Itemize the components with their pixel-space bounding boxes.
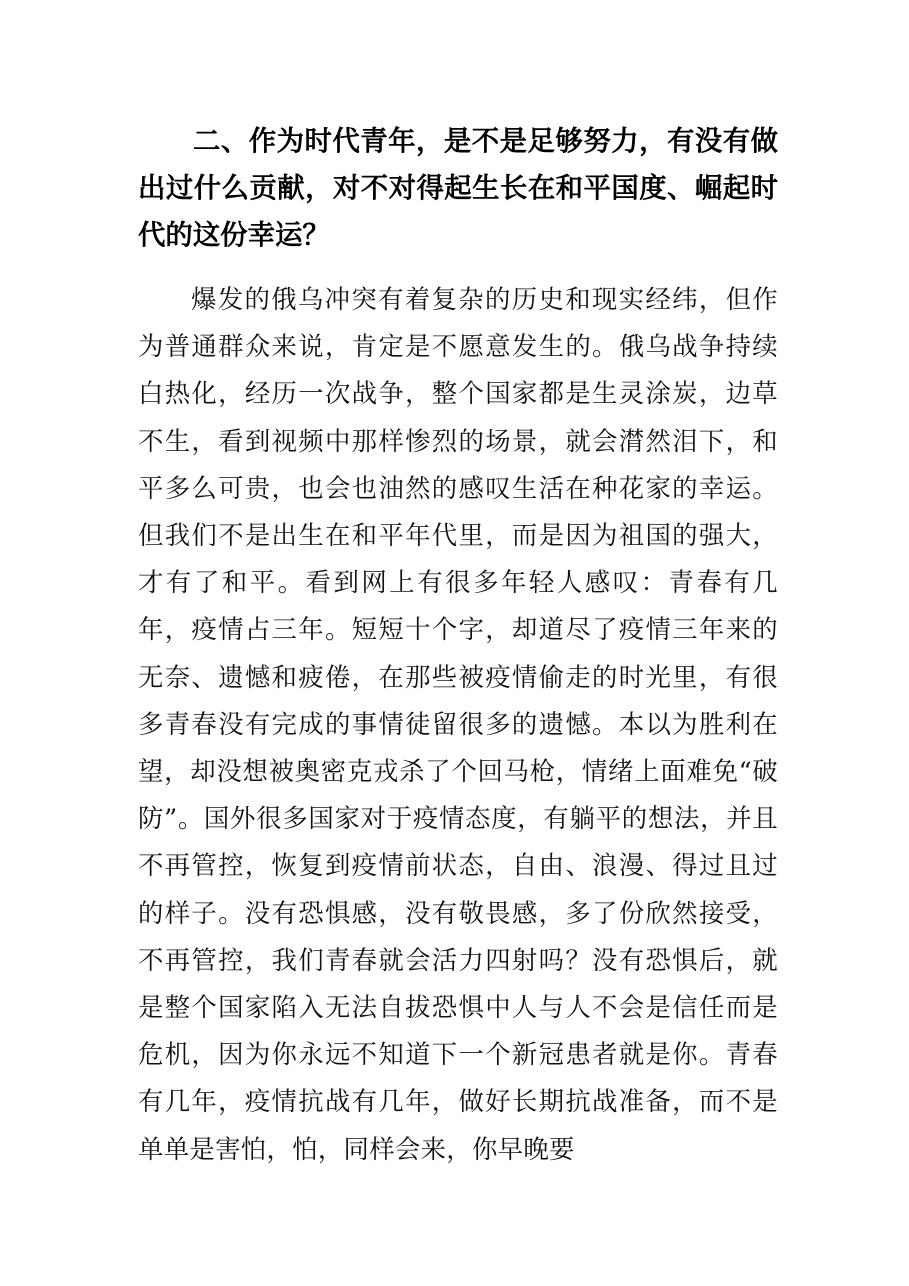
section-heading: 二、作为时代青年，是不是足够努力，有没有做出过什么贡献，对不对得起生长在和平国度、崛起时代的这份幸运？ [138,126,778,251]
body-paragraph: 爆发的俄乌冲突有着复杂的历史和现实经纬，但作为普通群众来说，肯定是不愿意发生的。俄乌战争持续白热化，经历一次战争，整个国家都是生灵涂炭，边草不生，看到视频中那样惨烈的场景，就会潸然泪下，和平多么可贵，也会也油然的感叹生活在种花家的幸运。但我们不是出生在和平年代里，而是因为祖国的强大，才有了和平。看到网上有很多年轻人感叹：青春有几年，疫情占三年。短短十个字，却道尽了疫情三年来的无奈、遗憾和疲倦，在那些被疫情偷走的时光里，有很多青春没有完成的事情徒留很多的遗憾。本以为胜利在望，却没想被奥密克戎杀了个回马枪，情绪上面难免“破防”。国外很多国家对于疫情态度，有躺平的想法，并且不再管控，恢复到疫情前状态，自由、浪漫、得过且过的样子。没有恐惧感，没有敬畏感，多了份欣然接受，不再管控，我们青春就会活力四射吗？没有恐惧后，就是整个国家陷入无法自拔恐惧中人与人不会是信任而是危机，因为你永远不知道下一个新冠患者就是你。青春有几年，疫情抗战有几年，做好长期抗战准备，而不是单单是害怕，怕，同样会来，你早晚要 [138,284,778,1164]
